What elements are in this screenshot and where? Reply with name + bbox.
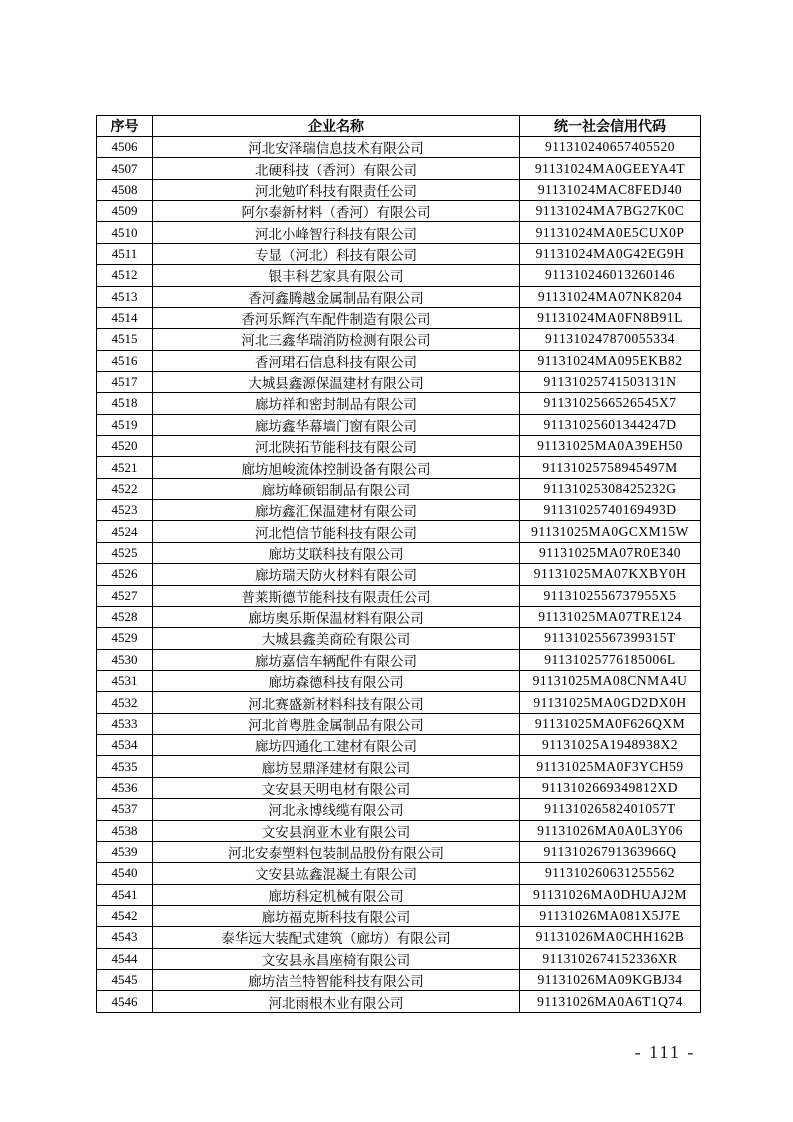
table-row bbox=[97, 393, 701, 414]
table-row bbox=[97, 265, 701, 286]
cell-company-name: 廊坊科定机械有限公司 bbox=[153, 884, 520, 905]
cell-serial-number: 4517 bbox=[97, 371, 153, 392]
header-credit-code: 统一社会信用代码 bbox=[520, 116, 701, 137]
cell-company-name: 河北勉吖科技有限责任公司 bbox=[153, 179, 520, 200]
table-row bbox=[97, 286, 701, 307]
cell-serial-number: 4528 bbox=[97, 606, 153, 627]
cell-serial-number: 4516 bbox=[97, 350, 153, 371]
table-row bbox=[97, 649, 701, 670]
cell-credit-code: 91131026MA0DHUAJ2M bbox=[520, 884, 701, 905]
cell-credit-code: 91131026MA0CHH162B bbox=[520, 927, 701, 948]
cell-company-name: 河北三鑫华瑞消防检测有限公司 bbox=[153, 329, 520, 350]
cell-credit-code: 91131024MA0E5CUX0P bbox=[520, 222, 701, 243]
table-row bbox=[97, 243, 701, 264]
cell-credit-code: 91131025MA0F626QXM bbox=[520, 713, 701, 734]
cell-credit-code: 9113102674152336XR bbox=[520, 948, 701, 969]
cell-credit-code: 911310247870055334 bbox=[520, 329, 701, 350]
cell-serial-number: 4529 bbox=[97, 628, 153, 649]
cell-company-name: 大城县鑫美商砼有限公司 bbox=[153, 628, 520, 649]
cell-company-name: 廊坊四通化工建材有限公司 bbox=[153, 735, 520, 756]
table-row bbox=[97, 158, 701, 179]
table-row bbox=[97, 927, 701, 948]
cell-serial-number: 4507 bbox=[97, 158, 153, 179]
cell-company-name: 廊坊奥乐斯保温材料有限公司 bbox=[153, 606, 520, 627]
cell-serial-number: 4506 bbox=[97, 137, 153, 158]
cell-credit-code: 91131025MA07TRE124 bbox=[520, 606, 701, 627]
cell-company-name: 北硬科技（香河）有限公司 bbox=[153, 158, 520, 179]
cell-company-name: 廊坊森德科技有限公司 bbox=[153, 670, 520, 691]
cell-credit-code: 91131025567399315T bbox=[520, 628, 701, 649]
cell-company-name: 廊坊瑞天防火材料有限公司 bbox=[153, 564, 520, 585]
cell-serial-number: 4519 bbox=[97, 414, 153, 435]
cell-credit-code: 91131025741503131N bbox=[520, 371, 701, 392]
cell-credit-code: 91131026MA0A0L3Y06 bbox=[520, 820, 701, 841]
cell-company-name: 香河乐辉汽车配件制造有限公司 bbox=[153, 307, 520, 328]
table-row bbox=[97, 841, 701, 862]
cell-credit-code: 91131024MAC8FEDJ40 bbox=[520, 179, 701, 200]
cell-credit-code: 91131024MA7BG27K0C bbox=[520, 201, 701, 222]
table-row bbox=[97, 307, 701, 328]
cell-serial-number: 4512 bbox=[97, 265, 153, 286]
table-row bbox=[97, 884, 701, 905]
cell-credit-code: 91131025601344247D bbox=[520, 414, 701, 435]
cell-company-name: 河北安泰塑料包装制品股份有限公司 bbox=[153, 841, 520, 862]
company-table bbox=[96, 115, 701, 1013]
cell-serial-number: 4520 bbox=[97, 436, 153, 457]
cell-company-name: 廊坊祥和密封制品有限公司 bbox=[153, 393, 520, 414]
cell-credit-code: 91131026791363966Q bbox=[520, 841, 701, 862]
cell-company-name: 文安县天明电材有限公司 bbox=[153, 777, 520, 798]
cell-credit-code: 91131025MA0GCXM15W bbox=[520, 521, 701, 542]
header-company-name: 企业名称 bbox=[153, 116, 520, 137]
cell-credit-code: 91131024MA0GEEYA4T bbox=[520, 158, 701, 179]
table-row bbox=[97, 414, 701, 435]
cell-credit-code: 911310240657405520 bbox=[520, 137, 701, 158]
cell-serial-number: 4537 bbox=[97, 799, 153, 820]
table-row bbox=[97, 628, 701, 649]
table-row bbox=[97, 713, 701, 734]
cell-credit-code: 9113102669349812XD bbox=[520, 777, 701, 798]
table-row bbox=[97, 820, 701, 841]
table-row bbox=[97, 201, 701, 222]
cell-company-name: 廊坊嘉信车辆配件有限公司 bbox=[153, 649, 520, 670]
cell-company-name: 文安县永昌座椅有限公司 bbox=[153, 948, 520, 969]
page-number: - 111 - bbox=[634, 1042, 696, 1062]
table-row bbox=[97, 863, 701, 884]
cell-serial-number: 4522 bbox=[97, 478, 153, 499]
cell-serial-number: 4531 bbox=[97, 670, 153, 691]
table-row bbox=[97, 585, 701, 606]
cell-serial-number: 4534 bbox=[97, 735, 153, 756]
cell-company-name: 河北首粤胜金属制品有限公司 bbox=[153, 713, 520, 734]
table-row bbox=[97, 564, 701, 585]
cell-company-name: 阿尔泰新材料（香河）有限公司 bbox=[153, 201, 520, 222]
cell-serial-number: 4545 bbox=[97, 970, 153, 991]
table-row bbox=[97, 606, 701, 627]
cell-company-name: 香河珺石信息科技有限公司 bbox=[153, 350, 520, 371]
cell-credit-code: 911310260631255562 bbox=[520, 863, 701, 884]
cell-credit-code: 91131025776185006L bbox=[520, 649, 701, 670]
cell-credit-code: 91131025MA07KXBY0H bbox=[520, 564, 701, 585]
table-row bbox=[97, 777, 701, 798]
cell-serial-number: 4536 bbox=[97, 777, 153, 798]
cell-company-name: 文安县润亚木业有限公司 bbox=[153, 820, 520, 841]
cell-credit-code: 91131025MA08CNMA4U bbox=[520, 670, 701, 691]
table-row bbox=[97, 735, 701, 756]
cell-company-name: 廊坊鑫华幕墙门窗有限公司 bbox=[153, 414, 520, 435]
cell-credit-code: 91131025758945497M bbox=[520, 457, 701, 478]
cell-serial-number: 4510 bbox=[97, 222, 153, 243]
table-row bbox=[97, 179, 701, 200]
cell-serial-number: 4508 bbox=[97, 179, 153, 200]
cell-company-name: 河北小峰智行科技有限公司 bbox=[153, 222, 520, 243]
table-row bbox=[97, 670, 701, 691]
cell-serial-number: 4539 bbox=[97, 841, 153, 862]
cell-serial-number: 4518 bbox=[97, 393, 153, 414]
table-row bbox=[97, 905, 701, 926]
cell-credit-code: 91131025MA0A39EH50 bbox=[520, 436, 701, 457]
cell-serial-number: 4543 bbox=[97, 927, 153, 948]
cell-serial-number: 4527 bbox=[97, 585, 153, 606]
cell-credit-code: 91131024MA0FN8B91L bbox=[520, 307, 701, 328]
cell-company-name: 香河鑫腾越金属制品有限公司 bbox=[153, 286, 520, 307]
table-row bbox=[97, 756, 701, 777]
cell-credit-code: 91131026MA081X5J7E bbox=[520, 905, 701, 926]
cell-company-name: 廊坊鑫汇保温建材有限公司 bbox=[153, 500, 520, 521]
cell-serial-number: 4513 bbox=[97, 286, 153, 307]
cell-serial-number: 4514 bbox=[97, 307, 153, 328]
cell-serial-number: 4525 bbox=[97, 542, 153, 563]
table-row bbox=[97, 329, 701, 350]
cell-company-name: 普莱斯德节能科技有限责任公司 bbox=[153, 585, 520, 606]
cell-credit-code: 91131025MA07R0E340 bbox=[520, 542, 701, 563]
cell-credit-code: 91131025A1948938X2 bbox=[520, 735, 701, 756]
table-row bbox=[97, 222, 701, 243]
cell-company-name: 文安县竑鑫混凝土有限公司 bbox=[153, 863, 520, 884]
cell-company-name: 廊坊福克斯科技有限公司 bbox=[153, 905, 520, 926]
cell-company-name: 廊坊昱鼎泽建材有限公司 bbox=[153, 756, 520, 777]
cell-serial-number: 4511 bbox=[97, 243, 153, 264]
cell-serial-number: 4523 bbox=[97, 500, 153, 521]
cell-credit-code: 91131026582401057T bbox=[520, 799, 701, 820]
cell-company-name: 大城县鑫源保温建材有限公司 bbox=[153, 371, 520, 392]
table-row bbox=[97, 350, 701, 371]
cell-company-name: 专显（河北）科技有限公司 bbox=[153, 243, 520, 264]
cell-serial-number: 4530 bbox=[97, 649, 153, 670]
cell-serial-number: 4526 bbox=[97, 564, 153, 585]
table-row bbox=[97, 500, 701, 521]
table-row bbox=[97, 436, 701, 457]
cell-serial-number: 4532 bbox=[97, 692, 153, 713]
cell-serial-number: 4533 bbox=[97, 713, 153, 734]
cell-company-name: 河北恺信节能科技有限公司 bbox=[153, 521, 520, 542]
cell-serial-number: 4535 bbox=[97, 756, 153, 777]
table-row bbox=[97, 692, 701, 713]
cell-serial-number: 4509 bbox=[97, 201, 153, 222]
cell-company-name: 河北陕拓节能科技有限公司 bbox=[153, 436, 520, 457]
cell-company-name: 廊坊艾联科技有限公司 bbox=[153, 542, 520, 563]
cell-serial-number: 4546 bbox=[97, 991, 153, 1013]
cell-serial-number: 4521 bbox=[97, 457, 153, 478]
cell-company-name: 廊坊旭峻流体控制设备有限公司 bbox=[153, 457, 520, 478]
cell-serial-number: 4538 bbox=[97, 820, 153, 841]
cell-credit-code: 91131024MA07NK8204 bbox=[520, 286, 701, 307]
cell-serial-number: 4541 bbox=[97, 884, 153, 905]
table-row bbox=[97, 948, 701, 969]
table-row bbox=[97, 371, 701, 392]
cell-company-name: 泰华远大装配式建筑（廊坊）有限公司 bbox=[153, 927, 520, 948]
cell-company-name: 河北赛盛新材料科技有限公司 bbox=[153, 692, 520, 713]
table-row bbox=[97, 970, 701, 991]
cell-credit-code: 91131025740169493D bbox=[520, 500, 701, 521]
cell-credit-code: 9113102566526545X7 bbox=[520, 393, 701, 414]
cell-company-name: 河北雨根木业有限公司 bbox=[153, 991, 520, 1013]
cell-serial-number: 4524 bbox=[97, 521, 153, 542]
cell-credit-code: 9113102556737955X5 bbox=[520, 585, 701, 606]
cell-serial-number: 4542 bbox=[97, 905, 153, 926]
cell-company-name: 河北安泽瑞信息技术有限公司 bbox=[153, 137, 520, 158]
cell-company-name: 河北永博线缆有限公司 bbox=[153, 799, 520, 820]
table-row bbox=[97, 478, 701, 499]
cell-credit-code: 91131025MA0F3YCH59 bbox=[520, 756, 701, 777]
cell-credit-code: 91131024MA0G42EG9H bbox=[520, 243, 701, 264]
table-row bbox=[97, 799, 701, 820]
cell-serial-number: 4540 bbox=[97, 863, 153, 884]
cell-company-name: 廊坊峰硕铝制品有限公司 bbox=[153, 478, 520, 499]
cell-company-name: 银丰科艺家具有限公司 bbox=[153, 265, 520, 286]
cell-credit-code: 911310246013260146 bbox=[520, 265, 701, 286]
cell-credit-code: 91131026MA09KGBJ34 bbox=[520, 970, 701, 991]
table-row bbox=[97, 542, 701, 563]
table-row bbox=[97, 137, 701, 158]
cell-credit-code: 91131026MA0A6T1Q74 bbox=[520, 991, 701, 1013]
cell-company-name: 廊坊洁兰特智能科技有限公司 bbox=[153, 970, 520, 991]
cell-credit-code: 91131025308425232G bbox=[520, 478, 701, 499]
cell-credit-code: 91131025MA0GD2DX0H bbox=[520, 692, 701, 713]
cell-serial-number: 4515 bbox=[97, 329, 153, 350]
table-row bbox=[97, 991, 701, 1013]
cell-serial-number: 4544 bbox=[97, 948, 153, 969]
header-serial-number: 序号 bbox=[97, 116, 153, 137]
table-row bbox=[97, 521, 701, 542]
table-header-row bbox=[97, 116, 701, 137]
table-row bbox=[97, 457, 701, 478]
cell-credit-code: 91131024MA095EKB82 bbox=[520, 350, 701, 371]
